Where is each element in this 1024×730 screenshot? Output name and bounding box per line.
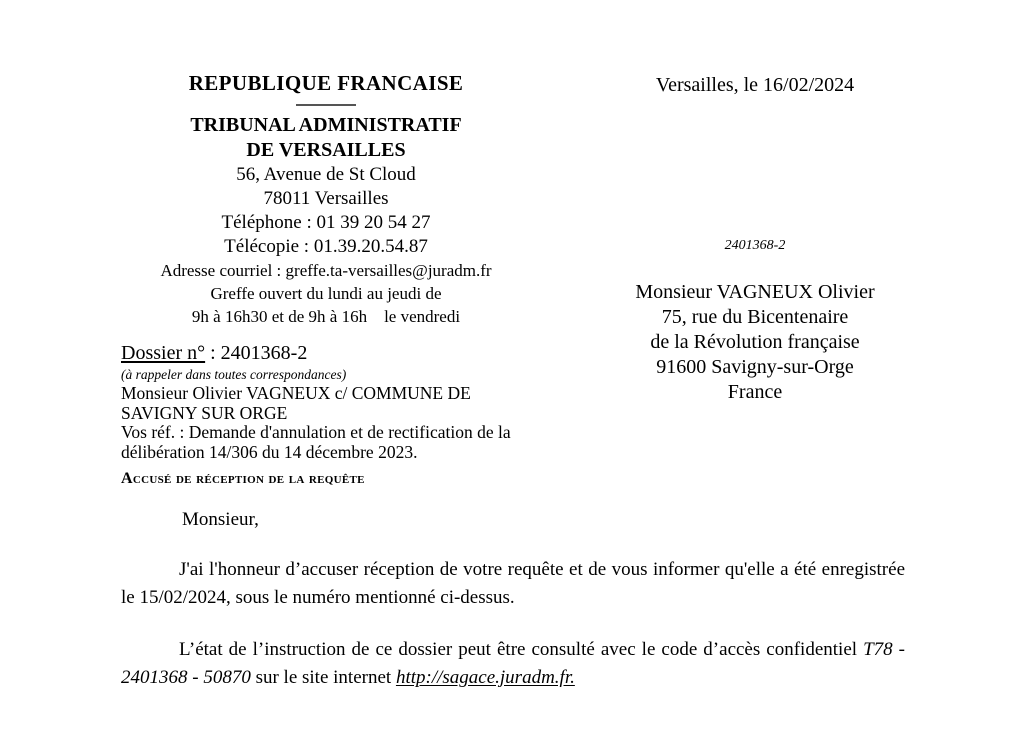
access-code: T78 - 2401368 - 50870 [121,639,905,688]
divider-rule [296,104,356,106]
court-phone: Téléphone : 01 39 20 54 27 [221,212,431,233]
recipient-street: 75, rue du Bicentenaire [661,306,849,328]
republic-title: REPUBLIQUE FRANCAISE [188,71,464,95]
dossier-note: (à rappeler dans toutes correspondances) [121,367,347,382]
dossier-parties-line1: Monsieur Olivier VAGNEUX c/ COMMUNE DE [121,383,471,403]
court-hours-weekdays: 9h à 16h30 et de 9h à 16h [191,307,368,326]
dossier-separator: : [205,342,221,364]
dossier-label: Dossier n° [121,342,206,364]
salutation: Monsieur, [182,509,259,530]
letterhead-divider [128,96,524,113]
case-reference-small: 2401368-2 [724,238,786,253]
recipient-name: Monsieur VAGNEUX Olivier [635,281,875,303]
sagace-url-link[interactable]: http://sagace.juradm.fr. [395,667,575,688]
court-city: 78011 Versailles [263,188,389,209]
dossier-parties-line2: SAVIGNY SUR ORGE [121,403,288,423]
dossier-number: 2401368-2 [220,342,308,364]
court-email: Adresse courriel : greffe.ta-versailles@juradm.fr [160,261,492,280]
body-paragraph-2 [121,636,905,692]
paragraph-2-text-before-code: L’état de l’instruction de ce dossier peut être consulté avec le code d’accès confidentiel [179,639,864,660]
date-line: Versailles, le 16/02/2024 [655,74,855,96]
paragraph-1-text: J'ai l'honneur d’accuser réception de votre requête et de vous informer qu'elle a été enregistrée le 15/02/2024, sous le numéro mentionné ci-dessus. [121,559,905,608]
court-hours-line1: Greffe ouvert du lundi au jeudi de [210,284,442,303]
recipient-city: 91600 Savigny-sur-Orge [656,356,854,378]
body-paragraph-1 [121,556,905,612]
court-name-line2: DE VERSAILLES [246,139,406,161]
court-hours-friday: le vendredi [384,307,461,326]
recipient-country: France [727,381,783,403]
dossier-vosref-line2: délibération 14/306 du 14 décembre 2023. [121,441,418,462]
dossier-block [121,341,551,462]
paragraph-2-text-before-url: sur le site internet [250,667,396,688]
court-hours-line2 [128,305,524,328]
dossier-heading [121,341,551,365]
recipient-address-block [585,280,925,405]
court-street: 56, Avenue de St Cloud [236,164,416,185]
subject-heading: Accusé de réception de la requête [121,470,365,487]
dossier-vosref-line1: Vos réf. : Demande d'annulation et de rectification de la [121,422,511,442]
court-fax: Télécopie : 01.39.20.54.87 [224,236,428,257]
letterhead-block [128,70,524,328]
recipient-street-cont: de la Révolution française [650,331,860,353]
court-name-line1: TRIBUNAL ADMINISTRATIF [190,114,462,136]
